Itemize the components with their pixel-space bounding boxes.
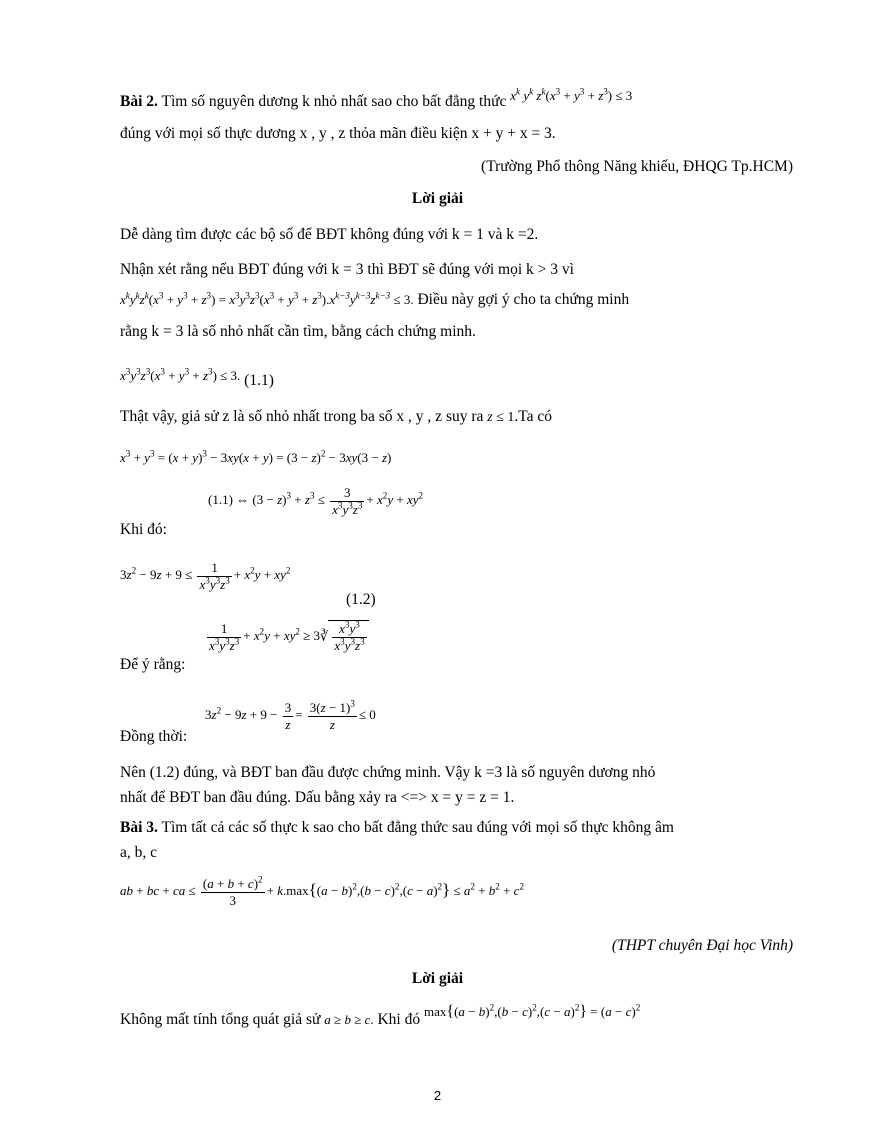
sol2-para5 xyxy=(120,407,552,428)
sol2-para1: Dễ dàng tìm được các bộ số để BĐT không đúng với k = 1 và k =2. xyxy=(120,226,539,243)
eq-sum-cubes-expr: $x^3 + y^3 = (x + y)^3 - 3xy(x + y) = (3 - z)^2 - 3xy(3 - z)$ xyxy=(120,448,392,465)
eq-1-2-label: (1.2) xyxy=(346,591,376,608)
page-number: 2 xyxy=(433,1088,442,1103)
sol2-para7: nhất để BĐT ban đầu đúng. Dấu bằng xảy ra <=> x = y = z = 1. xyxy=(120,789,515,806)
eq-sum-cubes xyxy=(120,448,391,468)
bai2-statement-line2: đúng với mọi số thực dương x , y , z thỏa mãn điều kiện x + y + x = 3. xyxy=(120,125,556,142)
bai3-statement-line2: a, b, c xyxy=(120,844,158,861)
bai3-source: (THPT chuyên Đại học Vinh) xyxy=(611,937,793,954)
eq-dong-thoi-expr: $3z^2 - 9z + 9$ − $\frac{3}{z}$ = $\frac{3(z - 1)^3}{z}$ ≤ 0 xyxy=(205,698,376,732)
bai2-text1: Tìm số nguyên dương k nhỏ nhất sao cho bất đẳng thức xyxy=(157,93,507,110)
sol2-para4: rằng k = 3 là số nhỏ nhất cần tìm, bằng cách chứng minh. xyxy=(120,323,476,340)
bai3-statement-line1 xyxy=(120,818,674,838)
sol3-para1 xyxy=(120,1002,641,1030)
sol2-dong-thoi: Đồng thời: xyxy=(120,728,188,745)
bai3-text1: Tìm tất cả các số thực k sao cho bất đẳng thức sau đúng với mọi số thực không âm xyxy=(157,819,674,836)
sol2-para5-text: Thật vậy, giả sử z là số nhỏ nhất trong ba số x , y , z suy ra xyxy=(120,408,484,425)
bai2-inequality: xk yk zk(x3 + y3 + z3) ≤ 3 xyxy=(510,86,633,103)
bai2-statement-line1 xyxy=(120,86,633,112)
sol2-de-y: Để ý rằng: xyxy=(120,656,186,673)
sol3-para1-text: Không mất tính tổng quát giả sử xyxy=(120,1011,321,1028)
eq-bai3-expr: ab + bc + ca ≤ $\frac{(a + b + c)^2}{3}$ + $k.\max\{(a - b)^2,(b - c)^2,(c - a)^2\} \le a^2 + b^2 + c^2$ xyxy=(120,874,524,908)
solution-heading-2: Lời giải xyxy=(411,970,464,987)
eq-max: max{(a − b)2,(b − c)2,(c − a)2} = (a − c)2 xyxy=(423,1002,641,1020)
bai2-label: Bài 2. xyxy=(120,93,158,110)
eq-z-le-1: z ≤ 1 xyxy=(487,410,515,425)
solution-heading-1: Lời giải xyxy=(411,190,464,207)
sol2-para3-tail: Điều này gợi ý cho ta chứng minh xyxy=(417,291,630,308)
eq-dong-thoi xyxy=(205,700,376,733)
sol2-para3 xyxy=(120,290,629,310)
eq-am-gm xyxy=(205,620,369,654)
eq-expansion: $x^ky^kz^k(x^3 + y^3 + z^3) = x^3y^3z^3(x^3 + y^3 + z^3).x^{k-3}y^{k-3}z^{k-3} \le 3$. xyxy=(120,290,414,307)
eq-1-1-equiv-expr: (1.1) ⇔ $(3 - z)^3 + z^3$ ≤ $\frac{3}{x^3y^3z^3}$ + $x^2y + xy^2$ xyxy=(208,485,424,517)
eq-1-1 xyxy=(120,366,274,389)
eq-am-gm-expr: $\frac{1}{x^3y^3z^3}$ + $x^2y + xy^2$ ≥ 3∛ $\frac{x^3y^3}{x^3y^3z^3}$ xyxy=(205,628,369,643)
eq-1-1-equiv xyxy=(208,485,423,518)
eq-1-2-expr: $3z^2 - 9z + 9$ ≤ $\frac{1}{x^3y^3z^3}$ + $x^2y + xy^2$ xyxy=(120,560,291,592)
sol2-khi-do: Khi đó: xyxy=(120,521,167,538)
bai2-source: (Trường Phổ thông Năng khiếu, ĐHQG Tp.HCM) xyxy=(481,158,793,175)
eq-bai3 xyxy=(120,876,524,909)
sol3-para1-mid: Khi đó xyxy=(377,1011,421,1028)
sol2-para2: Nhận xét rằng nếu BĐT đúng với k = 3 thì BĐT sẽ đúng với mọi k > 3 vì xyxy=(120,261,574,278)
eq-1-1-label: (1.1) xyxy=(244,372,274,389)
sol2-para5-tail: .Ta có xyxy=(514,408,553,425)
eq-order: a ≥ b ≥ c. xyxy=(324,1012,374,1027)
sol2-para6: Nên (1.2) đúng, và BĐT ban đầu được chứng minh. Vậy k =3 là số nguyên dương nhỏ xyxy=(120,764,656,781)
eq-1-1-expr: $x^3y^3z^3(x^3 + y^3 + z^3) \le 3$. xyxy=(120,366,241,383)
eq-1-2 xyxy=(120,560,290,593)
bai3-label: Bài 3. xyxy=(120,819,158,836)
